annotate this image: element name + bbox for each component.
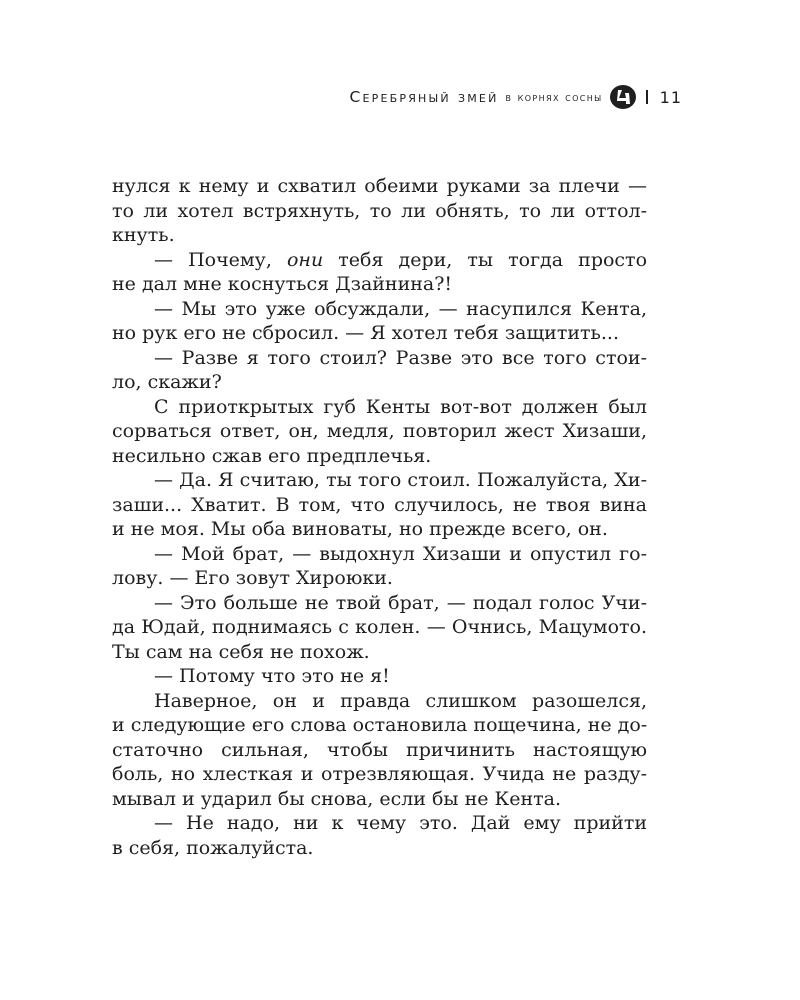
series-subtitle: в корнях сосны <box>505 90 603 104</box>
text-line: ло, скажи? <box>112 371 222 393</box>
text-line: то ли хотел встряхнуть, то ли обнять, то ли оттол- <box>112 199 647 222</box>
text-line: но рук его не сбросил. — Я хотел тебя защитить... <box>112 322 619 344</box>
paragraph <box>112 395 647 469</box>
text-fragment: — Почему, <box>154 248 287 271</box>
paragraph <box>112 664 647 689</box>
body-text <box>112 174 647 860</box>
paragraph <box>112 689 647 812</box>
text-line: заши... Хватит. В том, что случилось, не твоя вина <box>112 493 647 516</box>
text-line: — Мы это уже обсуждали, — насупился Кента, <box>154 297 647 320</box>
text-line: несильно сжав его предплечья. <box>112 444 432 467</box>
text-line: боль, но хлесткая и отрезвляющая. Учида не разду- <box>112 763 647 785</box>
text-line: лову. — Его зовут Хироюки. <box>112 567 393 589</box>
page-number: 11 <box>659 87 682 107</box>
paragraph <box>112 591 647 665</box>
paragraph <box>112 248 647 297</box>
text-line: сорваться ответ, он, медля, повторил жест Хизаши, <box>112 420 647 442</box>
paragraph <box>112 174 647 248</box>
text-line: нулся к нему и схватил обеими руками за плечи — <box>112 175 647 197</box>
text-line: кнуть. <box>112 224 175 246</box>
text-line: Ты сам на себя не похож. <box>112 640 370 663</box>
book-emblem-icon <box>609 84 637 110</box>
text-line: и не моя. Мы оба виноваты, но прежде всего, он. <box>112 518 608 540</box>
text-line: статочно сильная, чтобы причинить настоящую <box>112 738 647 761</box>
text-line: — Не надо, ни к чему это. Дай ему прийти <box>154 812 647 834</box>
text-line: — Разве я того стоил? Разве это все того стои- <box>154 346 647 369</box>
header-divider <box>646 90 648 104</box>
paragraph <box>112 542 647 591</box>
text-line: — Мой брат, — выдохнул Хизаши и опустил го- <box>154 542 647 565</box>
text-line <box>112 248 647 273</box>
paragraph <box>112 297 647 346</box>
text-line: С приоткрытых губ Кенты вот-вот должен был <box>154 395 647 418</box>
text-line: и следующие его слова остановила пощечина, не до- <box>112 714 648 736</box>
running-header <box>349 82 682 112</box>
text-line: — Потому что это не я! <box>154 665 390 687</box>
paragraph <box>112 346 647 395</box>
text-line: да Юдай, поднимаясь с колен. — Очнись, Мацумото. <box>112 616 647 638</box>
paragraph <box>112 468 647 542</box>
paragraph <box>112 811 647 860</box>
text-line: Наверное, он и правда слишком разошелся, <box>154 689 647 712</box>
text-line: — Это больше не твой брат, — подал голос Учи- <box>154 591 647 614</box>
text-line: мывал и ударил бы снова, если бы не Кента. <box>112 787 562 810</box>
italic-word: они <box>286 248 324 271</box>
text-line: — Да. Я считаю, ты того стоил. Пожалуйста, Хи- <box>154 469 647 491</box>
text-line: не дал мне коснуться Дзайнина?! <box>112 273 453 295</box>
series-title: Серебряный змей <box>349 88 499 106</box>
text-fragment: тебя дери, ты тогда просто <box>323 248 648 271</box>
text-line: в себя, пожалуйста. <box>112 836 314 859</box>
